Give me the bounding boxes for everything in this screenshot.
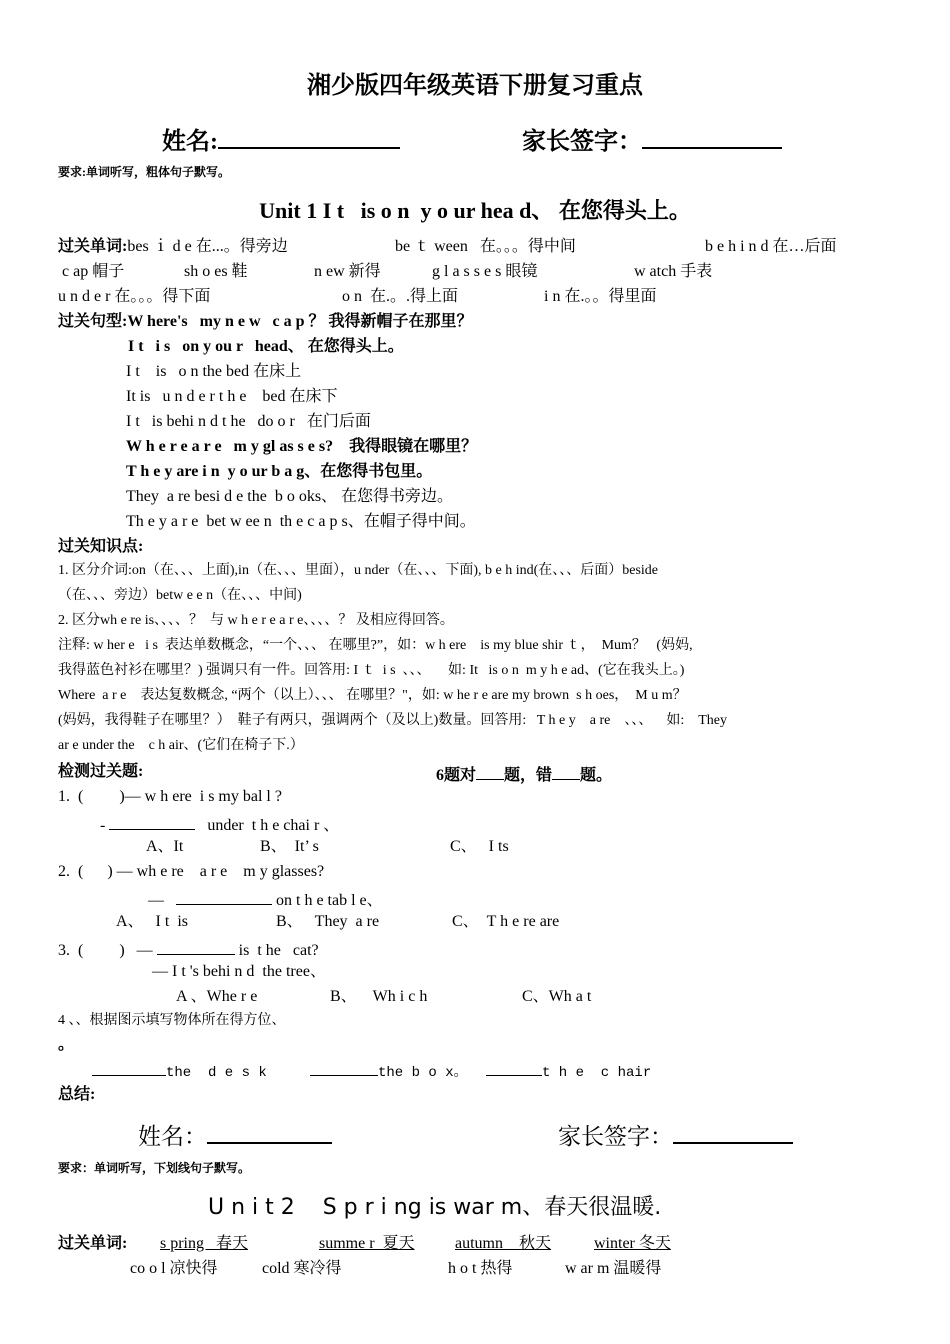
- word-under: u n d e r 在。。。得下面: [58, 288, 211, 305]
- word-summer: summe r 夏天: [319, 1235, 415, 1252]
- question-1-answer-line: [100, 813, 339, 835]
- word-glasses: g l a s s e s 眼镜: [432, 263, 538, 280]
- q2-dash: —: [148, 892, 176, 909]
- parent-signature-field: [522, 122, 782, 157]
- name-label-2: 姓名：: [138, 1124, 207, 1150]
- q4-item-desk: [92, 1061, 267, 1081]
- test-label: 检测过关题:: [58, 763, 144, 780]
- name-blank-2: [207, 1118, 332, 1144]
- question-4-dot: 。: [58, 1036, 75, 1053]
- q2-answer-text: on t h e tab l e、: [272, 892, 383, 909]
- q4-desk-text: the d e s k: [166, 1065, 267, 1081]
- parent-signature-label-2: 家长签字：: [558, 1124, 673, 1150]
- word-hot: h o t 热得: [448, 1260, 513, 1277]
- q2-blank: [176, 888, 272, 905]
- parent-signature-label: 家长签字：: [522, 129, 642, 156]
- sentence-6: W h e r e a r e m y gl as s e s? 我得眼镜在哪里？: [126, 438, 478, 455]
- parent-signature-field-2: [558, 1118, 793, 1151]
- score-end-label: 题。: [580, 767, 613, 784]
- knowledge-4a: Where a r e 表达复数概念, “两个（以上）、、、 在哪里？"，如: w he r e are my brown s h oes， M u m？: [58, 688, 687, 703]
- document-title: 湘少版四年级英语下册复习重点: [307, 73, 643, 99]
- q1-answer-text: under t h e chai r 、: [195, 817, 340, 834]
- q2-option-c: C、 T h e re are: [452, 913, 560, 930]
- q2-option-b: B、 They a re: [276, 913, 380, 930]
- question-4: 4 、、根据图示填写物体所在得方位、: [58, 1013, 286, 1028]
- score-line: [436, 763, 612, 785]
- knowledge-1a: 1. 区分介词:on（在、、、上面),in（在、、、里面），u nder（在、、、下面), b e h ind(在、、、后面）beside: [58, 563, 659, 578]
- name-blank: [218, 122, 400, 149]
- requirement-note: 要求:单词听写，粗体句子默写。: [58, 165, 230, 179]
- unit2-title: U n i t 2 S p r i ng is war m、春天很温暖.: [208, 1195, 662, 1220]
- sentence-8: They a re besi d e the b o oks、 在您得书旁边。: [126, 488, 454, 505]
- knowledge-3b: 我得蓝色衬衫在哪里？) 强调只有一件。回答用: I ｔ i s 、、、 如: It is o n m y h e ad、(它在我头上。): [58, 663, 685, 678]
- summary-label: 总结:: [58, 1086, 96, 1103]
- score-wrong-blank: [552, 763, 580, 780]
- unit2-words-label: 过关单词:: [58, 1235, 128, 1252]
- q3-prefix: 3. ( ) —: [58, 942, 157, 959]
- words-label: 过关单词:: [58, 238, 128, 255]
- q4-chair-text: t h e c hair: [542, 1065, 652, 1081]
- knowledge-2: 2. 区分wh e re is、、、、？ 与 w h e r e a r e、、、、？ 及相应得回答。: [58, 613, 454, 628]
- unit1-words-label-line: [58, 238, 288, 256]
- score-correct-label: 6题对: [436, 767, 477, 784]
- score-correct-blank: [476, 763, 504, 780]
- word-beside: bes ｉ d e 在...。得旁边: [127, 238, 288, 255]
- q4-item-chair: [486, 1061, 651, 1081]
- q1-option-b: B、 It’ s: [260, 838, 319, 855]
- parent-signature-blank: [642, 122, 782, 149]
- q3-option-a: A 、Whe r e: [176, 988, 258, 1005]
- word-cap: c ap 帽子: [62, 263, 125, 280]
- name-field-2: [138, 1118, 332, 1151]
- word-between: be ｔ ween 在。。。得中间: [395, 238, 576, 255]
- word-warm: w ar m 温暖得: [565, 1260, 662, 1277]
- q1-option-a: A、It: [146, 838, 184, 855]
- knowledge-1b: （在、、、旁边）betw e e n（在、、、中间): [58, 588, 302, 603]
- q3-option-b: B、 Wh i c h: [330, 988, 428, 1005]
- word-cold: cold 寒冷得: [262, 1260, 342, 1277]
- knowledge-3a: 注释: w her e i s 表达单数概念，“一个、、、 在哪里?”，如：w h ere is my blue shir ｔ， Mum？ (妈妈,: [58, 638, 693, 653]
- q1-option-c: C、 I ts: [450, 838, 509, 855]
- question-3: [58, 938, 319, 960]
- sentence-5: I t is behi n d t he do o r 在门后面: [126, 413, 371, 430]
- word-new: n ew 新得: [314, 263, 381, 280]
- q3-option-c: C、Wh a t: [522, 988, 592, 1005]
- requirement-note-2: 要求：单词听写，下划线句子默写。: [58, 1161, 251, 1175]
- word-watch: w atch 手表: [634, 263, 713, 280]
- score-wrong-label: 题，错: [504, 767, 553, 784]
- q4-blank-chair: [486, 1061, 542, 1076]
- q2-option-a: A、 I t is: [116, 913, 189, 930]
- sentences-label: 过关句型:: [58, 313, 128, 330]
- knowledge-label: 过关知识点:: [58, 538, 144, 555]
- word-winter: winter 冬天: [594, 1235, 671, 1252]
- sentence-3: I t is o n the bed 在床上: [126, 363, 302, 380]
- word-shoes: sh o es 鞋: [184, 263, 248, 280]
- word-autumn: autumn 秋天: [455, 1235, 551, 1252]
- name-field: [162, 122, 400, 157]
- q1-blank: [109, 813, 195, 830]
- sentence-1: W here's my n e w c a p ？ 我得新帽子在那里？: [127, 313, 473, 330]
- word-behind: b e h i n d 在…后面: [705, 238, 837, 255]
- q4-blank-desk: [92, 1061, 166, 1076]
- knowledge-4b: (妈妈，我得鞋子在哪里？） 鞋子有两只，强调两个（及以上)数量。回答用: T h e y a re 、、、 如: They: [58, 713, 727, 728]
- q3-text: is t he cat?: [234, 942, 319, 959]
- sentence-2: I t i s on y ou r head、 在您得头上。: [128, 338, 404, 355]
- knowledge-4c: ar e under the c h air、(它们在椅子下.）: [58, 738, 304, 753]
- q4-item-box: [310, 1061, 468, 1081]
- word-cool: co o l 凉快得: [130, 1260, 218, 1277]
- word-spring: s pring 春天: [160, 1235, 249, 1252]
- parent-signature-blank-2: [673, 1118, 793, 1144]
- sentence-9: Th e y a r e bet w ee n th e c a p s、在帽子得中间。: [126, 513, 476, 530]
- q3-blank: [157, 938, 235, 955]
- q4-box-text: the b o x。: [378, 1065, 468, 1081]
- sentence-line-1: [58, 313, 473, 331]
- q1-dash: -: [100, 817, 110, 834]
- q4-blank-box: [310, 1061, 378, 1076]
- question-2: 2. ( ) — wh e re a r e m y glasses?: [58, 863, 325, 880]
- unit1-title: Unit 1 I t is o n y o ur hea d、 在您得头上。: [259, 198, 691, 223]
- name-label: 姓名:: [162, 129, 218, 156]
- sentence-7: T h e y are i n y o ur b a g、在您得书包里。: [126, 463, 433, 480]
- question-1: 1. ( )— w h ere i s my bal l ?: [58, 788, 282, 805]
- question-3-answer: — I t 's behi n d the tree、: [152, 963, 326, 980]
- word-in: i n 在.。。得里面: [544, 288, 657, 305]
- sentence-4: It is u n d e r t h e bed 在床下: [126, 388, 338, 405]
- question-2-answer-line: [148, 888, 383, 910]
- word-on: o n 在.。.得上面: [342, 288, 459, 305]
